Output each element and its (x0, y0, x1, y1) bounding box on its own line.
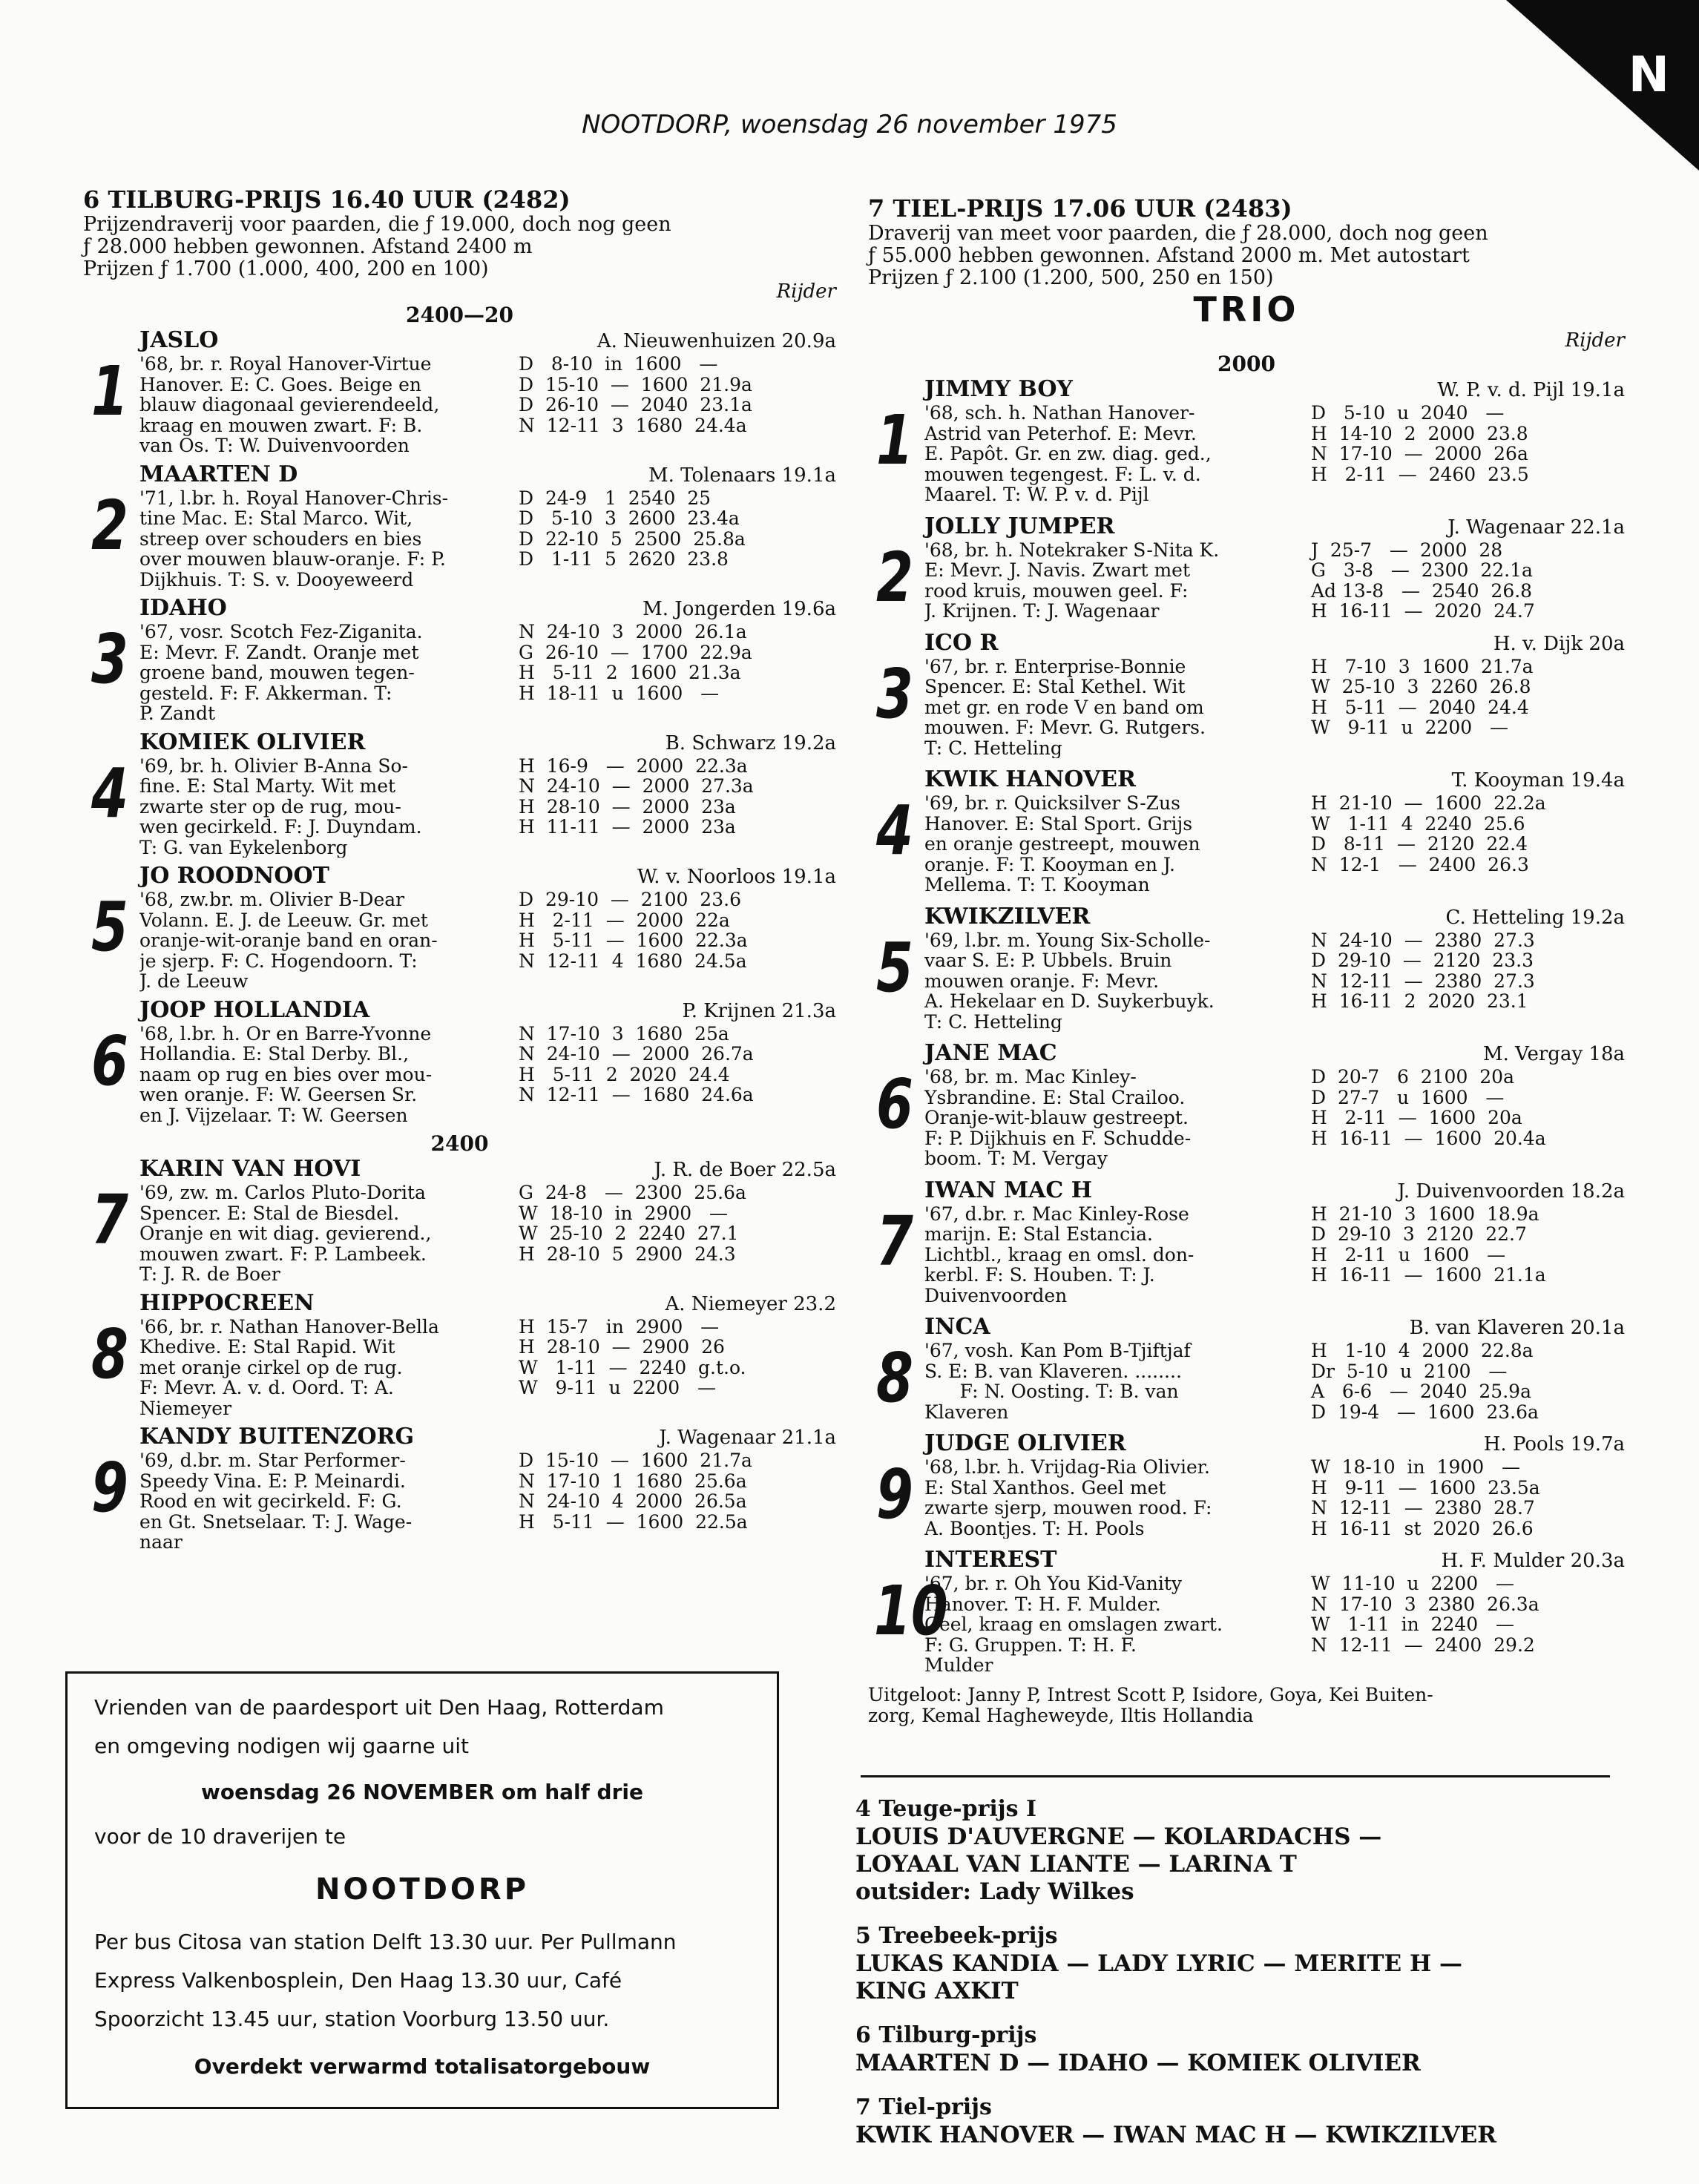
horse-description: '69, br. h. Olivier B-Anna So- fine. E: Stal Marty. Wit met zwarte ster op de rug, mou- wen gecirkeld. F: J. Duyndam. T: G. van Eykelenborg (139, 755, 422, 858)
entry-body (139, 1450, 836, 1553)
recent-results: J 25-7 — 2000 28 G 3-8 — 2300 22.1a Ad 13-8 — 2540 26.8 H 16-11 — 2020 24.7 (1311, 539, 1535, 622)
race-entry (83, 998, 836, 1126)
driver-info: J. Duivenvoorden 18.2a (1397, 1180, 1625, 1203)
entry-number: 7 (91, 1180, 128, 1260)
race-entry (868, 1041, 1625, 1169)
entry-header (139, 1424, 836, 1450)
entry-number: 6 (876, 1065, 913, 1144)
race6-rijder-label: Rijder (776, 280, 836, 303)
recent-results: D 24-9 1 2540 25 D 5-10 3 2600 23.4a D 22-10 5 2500 25.8a D 1-11 5 2620 23.8 (519, 487, 746, 570)
horse-name: JASLO (139, 327, 219, 353)
horse-description: '68, br. r. Royal Hanover-Virtue Hanover. E: C. Goes. Beige en blauw diagonaal gevierendeeld, kraag en mouwen zwart. F: B. van Os. T: W. Duivenvoorden (139, 354, 440, 456)
race-entry (83, 1157, 836, 1285)
recent-results: N 17-10 3 1680 25a N 24-10 — 2000 26.7a H 5-11 2 2020 24.4 N 12-11 — 1680 24.6a (519, 1023, 754, 1105)
driver-info: M. Vergay 18a (1482, 1043, 1625, 1065)
advertisement-box (65, 1671, 779, 2109)
driver-info: J. R. de Boer 22.5a (654, 1159, 836, 1181)
horse-name: KOMIEK OLIVIER (139, 728, 366, 755)
horse-description: '68, l.br. h. Or en Barre-Yvonne Hollandia. E: Stal Derby. Bl., naam op rug en bies over mou- wen oranje. F: W. Geersen Sr. en J. Vijzelaar. T: W. Geersen (139, 1023, 433, 1125)
race-entry (83, 1424, 836, 1553)
entry-number: 9 (876, 1455, 913, 1534)
horse-name: ICO R (924, 629, 999, 656)
entry-body (139, 1024, 836, 1126)
driver-info: M. Jongerden 19.6a (643, 598, 836, 620)
entry-header (139, 998, 836, 1024)
horse-description: '71, l.br. h. Royal Hanover-Chris- tine Mac. E: Stal Marco. Wit, streep over schouders en bies over mouwen blauw-oranje. F: P. Dijkhuis. T: S. v. Dooyeweerd (139, 487, 449, 590)
entry-body (924, 1204, 1625, 1306)
driver-info: B. Schwarz 19.2a (665, 731, 836, 754)
ad-line-7: Spoorzicht 13.45 uur, station Voorburg 13.50 uur. (94, 2007, 610, 2031)
horse-description: '68, sch. h. Nathan Hanover- Astrid van Peterhof. E: Mevr. E. Papôt. Gr. en zw. diag. ged., mouwen tegengest. F: L. v. d. Maarel. T: W. P. v. d. Pijl (924, 403, 1212, 505)
horse-name: JUDGE OLIVIER (924, 1430, 1126, 1456)
race6-title: 6 TILBURG-PRIJS 16.40 UUR (2482) (83, 185, 571, 214)
horse-description: '67, br. r. Enterprise-Bonnie Spencer. E: Stal Kethel. Wit met gr. en rode V en band om mouwen. F: Mevr. G. Rutgers. T: C. Hetteling (924, 656, 1206, 758)
driver-info: H. v. Dijk 20a (1493, 632, 1625, 655)
horse-name: MAARTEN D (139, 461, 298, 487)
race6-description: Prijzendraverij voor paarden, die ƒ 19.000, doch nog geen ƒ 28.000 hebben gewonnen. Afstand 2400 m Prijzen ƒ 1.700 (1.000, 400, 200 en 100) (83, 213, 671, 280)
race-entry (868, 904, 1625, 1033)
race-entry (868, 631, 1625, 759)
race-entry (868, 1178, 1625, 1306)
entry-body (139, 622, 836, 724)
driver-info: W. v. Noorloos 19.1a (637, 866, 836, 888)
recent-results: N 24-10 3 2000 26.1a G 26-10 — 1700 22.9a H 5-11 2 1600 21.3a H 18-11 u 1600 — (519, 622, 752, 704)
race-entry (83, 328, 836, 456)
driver-info: T. Kooyman 19.4a (1451, 769, 1625, 792)
race6-column (83, 185, 836, 1559)
entry-header (139, 864, 836, 889)
recent-results: W 11-10 u 2200 — N 17-10 3 2380 26.3a W 1-11 in 2240 — N 12-11 — 2400 29.2 (1311, 1573, 1539, 1656)
driver-info: M. Tolenaars 19.1a (648, 464, 836, 487)
recent-results: G 24-8 — 2300 25.6a W 18-10 in 2900 — W 25-10 2 2240 27.1 H 28-10 5 2900 24.3 (519, 1183, 746, 1265)
horse-name: KANDY BUITENZORG (139, 1424, 415, 1450)
recent-results: H 21-10 — 1600 22.2a W 1-11 4 2240 25.6 D 8-11 — 2120 22.4 N 12-1 — 2400 26.3 (1311, 793, 1546, 875)
divider-rule (861, 1775, 1610, 1777)
horse-description: '69, zw. m. Carlos Pluto-Dorita Spencer. E: Stal de Biesdel. Oranje en wit diag. gevierend., mouwen zwart. F: P. Lambeek. T: J. R. de Boer (139, 1183, 432, 1285)
recent-results: H 1-10 4 2000 22.8a Dr 5-10 u 2100 — A 6-6 — 2040 25.9a D 19-4 — 1600 23.6a (1311, 1341, 1539, 1422)
ad-footer: Overdekt verwarmd totalisatorgebouw (194, 2054, 651, 2079)
recent-results: H 7-10 3 1600 21.7a W 25-10 3 2260 26.8 H 5-11 — 2040 24.4 W 9-11 u 2200 — (1311, 656, 1534, 738)
tip-line: MAARTEN D — IDAHO — KOMIEK OLIVIER (855, 2050, 1421, 2076)
horse-description: '69, l.br. m. Young Six-Scholle- vaar S. E: P. Ubbels. Bruin mouwen oranje. F: Mevr. A. Hekelaar en D. Suykerbuyk. T: C. Hetteling (924, 930, 1215, 1032)
horse-description: '66, br. r. Nathan Hanover-Bella Khedive. E: Stal Rapid. Wit met oranje cirkel op de rug. F: Mevr. A. v. d. Oord. T: A. Niemeyer (139, 1316, 439, 1418)
horse-name: JO ROODNOOT (139, 863, 329, 889)
driver-info: C. Hetteling 19.2a (1445, 906, 1625, 929)
race-entry (83, 1291, 836, 1419)
tip-line: outsider: Lady Wilkes (855, 1878, 1134, 1905)
horse-name: KWIKZILVER (924, 903, 1091, 930)
ad-line-4: voor de 10 draverijen te (94, 1824, 346, 1849)
recent-results: D 29-10 — 2100 23.6 H 2-11 — 2000 22a H 5-11 — 1600 22.3a N 12-11 4 1680 24.5a (519, 889, 748, 972)
horse-name: JOLLY JUMPER (924, 513, 1115, 539)
race7-title: 7 TIEL-PRIJS 17.06 UUR (2483) (868, 194, 1292, 223)
race-entry (83, 462, 836, 591)
entry-body (924, 1457, 1625, 1539)
entry-body (139, 1183, 836, 1285)
tip-line: KING AXKIT (855, 1978, 1019, 2004)
entry-body (139, 1317, 836, 1419)
driver-info: J. Wagenaar 22.1a (1447, 516, 1625, 539)
driver-info: H. F. Mulder 20.3a (1441, 1550, 1625, 1572)
entry-body (924, 930, 1625, 1033)
race7-rijder-label: Rijder (1565, 329, 1625, 352)
ad-line-6: Express Valkenbosplein, Den Haag 13.30 uur, Café (94, 1968, 622, 1993)
entry-header (924, 377, 1625, 403)
entry-body (924, 1067, 1625, 1169)
entry-body (139, 889, 836, 992)
horse-name: KARIN VAN HOVI (139, 1156, 361, 1182)
entry-body (924, 793, 1625, 895)
tip-block (855, 1922, 1627, 2005)
page-header: NOOTDORP, woensdag 26 november 1975 (582, 110, 1117, 139)
race-entry (868, 514, 1625, 622)
recent-results: H 16-9 — 2000 22.3a N 24-10 — 2000 27.3a H 28-10 — 2000 23a H 11-11 — 2000 23a (519, 755, 754, 838)
horse-name: INTEREST (924, 1547, 1057, 1573)
horse-name: INCA (924, 1314, 990, 1340)
tip-line: LOUIS D'AUVERGNE — KOLARDACHS — (855, 1823, 1382, 1850)
entry-header (924, 1431, 1625, 1457)
entry-body (139, 488, 836, 591)
driver-info: A. Nieuwenhuizen 20.9a (597, 330, 836, 352)
horse-description: '68, zw.br. m. Olivier B-Dear Volann. E. J. de Leeuw. Gr. met oranje-wit-oranje band en oran- je sjerp. F: C. Hogendoorn. T: J. de Leeuw (139, 889, 438, 992)
entry-header (924, 1178, 1625, 1204)
recent-results: W 18-10 in 1900 — H 9-11 — 1600 23.5a N 12-11 — 2380 28.7 H 16-11 st 2020 26.6 (1311, 1457, 1540, 1539)
race-entry (83, 596, 836, 724)
horse-name: JANE MAC (924, 1040, 1057, 1066)
race-entry (868, 1431, 1625, 1539)
horse-description: '69, br. r. Quicksilver S-Zus Hanover. E: Stal Sport. Grijs en oranje gestreept, mouwen oranje. F: T. Kooyman en J. Mellema. T: T. Kooyman (924, 793, 1200, 895)
race6-entries-a (83, 328, 836, 1125)
horse-description: '69, d.br. m. Star Performer- Speedy Vina. E: P. Meinardi. Rood en wit gecirkeld. F: G. en Gt. Snetselaar. T: J. Wage- naar (139, 1450, 413, 1553)
entry-number: 4 (91, 753, 128, 833)
entry-body (139, 756, 836, 858)
entry-number: 5 (91, 887, 128, 967)
entry-body (924, 540, 1625, 622)
entry-header (924, 1041, 1625, 1067)
entry-header (139, 328, 836, 354)
corner-letter: N (1628, 46, 1669, 103)
ad-title: NOOTDORP (315, 1872, 530, 1907)
tip-title: 4 Teuge-prijs I (855, 1796, 1037, 1822)
entry-number: 2 (91, 485, 128, 565)
horse-name: JIMMY BOY (924, 376, 1073, 402)
recent-results: D 5-10 u 2040 — H 14-10 2 2000 23.8 N 17-10 — 2000 26a H 2-11 — 2460 23.5 (1311, 403, 1529, 485)
tip-block (855, 1795, 1627, 1906)
tip-line: LUKAS KANDIA — LADY LYRIC — MERITE H — (855, 1950, 1463, 1977)
entry-body (924, 657, 1625, 759)
entry-number: 1 (876, 401, 913, 480)
entry-header (924, 631, 1625, 657)
entry-number: 5 (876, 927, 913, 1007)
entry-header (139, 462, 836, 488)
driver-info: J. Wagenaar 21.1a (659, 1427, 836, 1449)
entry-header (139, 730, 836, 756)
entry-number: 10 (873, 1571, 948, 1651)
race6-entries-b (83, 1157, 836, 1553)
corner-tab (1506, 0, 1699, 171)
race-entry (868, 767, 1625, 895)
entry-body (139, 354, 836, 456)
entry-header (924, 1315, 1625, 1341)
entry-header (924, 904, 1625, 930)
race-entry (83, 730, 836, 858)
entry-header (139, 1157, 836, 1183)
race-entry (868, 1547, 1625, 1676)
horse-description: '67, vosh. Kan Pom B-Tjiftjaf S. E: B. van Klaveren. ........ F: N. Oosting. T: B. van Klaveren (924, 1341, 1191, 1422)
ad-line-2: en omgeving nodigen wij gaarne uit (94, 1734, 469, 1758)
entry-body (924, 403, 1625, 505)
recent-results: D 8-10 in 1600 — D 15-10 — 1600 21.9a D 26-10 — 2040 23.1a N 12-11 3 1680 24.4a (519, 354, 752, 436)
entry-header (924, 514, 1625, 540)
entry-number: 1 (91, 352, 128, 431)
recent-results: H 15-7 in 2900 — H 28-10 — 2900 26 W 1-11 — 2240 g.t.o. W 9-11 u 2200 — (519, 1316, 746, 1398)
race7-entries (868, 377, 1625, 1676)
ad-line-1: Vrienden van de paardesport uit Den Haag, Rotterdam (94, 1695, 664, 1720)
ad-date: woensdag 26 NOVEMBER om half drie (200, 1780, 643, 1804)
tip-title: 7 Tiel-prijs (855, 2094, 992, 2120)
driver-info: B. van Klaveren 20.1a (1409, 1317, 1625, 1339)
horse-description: '68, br. h. Notekraker S-Nita K. E: Mevr. J. Navis. Zwart met rood kruis, mouwen geel. F: J. Krijnen. T: J. Wagenaar (924, 539, 1220, 622)
driver-info: P. Krijnen 21.3a (682, 999, 836, 1022)
race6-distance-b: 2400 (430, 1131, 489, 1156)
recent-results: D 20-7 6 2100 20a D 27-7 u 1600 — H 2-11 — 1600 20a H 16-11 — 1600 20.4a (1311, 1067, 1546, 1149)
horse-name: HIPPOCREEN (139, 1289, 315, 1316)
horse-name: IDAHO (139, 595, 227, 621)
race6-distance-a: 2400—20 (406, 303, 513, 327)
recent-results: H 21-10 3 1600 18.9a D 29-10 3 2120 22.7 H 2-11 u 1600 — H 16-11 — 1600 21.1a (1311, 1203, 1546, 1286)
tip-line: LOYAAL VAN LIANTE — LARINA T (855, 1851, 1297, 1878)
driver-info: A. Niemeyer 23.2 (665, 1292, 836, 1315)
entry-number: 4 (876, 791, 913, 870)
race-entry (868, 377, 1625, 505)
horse-description: '68, br. m. Mac Kinley- Ysbrandine. E: Stal Crailoo. Oranje-wit-blauw gestreept. F: P. Dijkhuis en F. Schudde- boom. T: M. Vergay (924, 1067, 1192, 1169)
entry-number: 6 (91, 1021, 128, 1101)
tip-title: 5 Treebeek-prijs (855, 1923, 1058, 1949)
entry-number: 7 (876, 1201, 913, 1281)
race-entry (868, 1315, 1625, 1422)
tip-line: KWIK HANOVER — IWAN MAC H — KWIKZILVER (855, 2122, 1497, 2148)
horse-description: '68, l.br. h. Vrijdag-Ria Olivier. E: Stal Xanthos. Geel met zwarte sjerp, mouwen rood. F: A. Boontjes. T: H. Pools (924, 1457, 1212, 1539)
tip-block (855, 2022, 1627, 2077)
driver-info: H. Pools 19.7a (1483, 1433, 1625, 1456)
race7-description: Draverij van meet voor paarden, die ƒ 28.000, doch nog geen ƒ 55.000 hebben gewonnen. Afstand 2000 m. Met autostart Prijzen ƒ 2.100 (1.200, 500, 250 en 150) (868, 222, 1488, 289)
entry-header (139, 596, 836, 622)
entry-number: 9 (91, 1448, 128, 1527)
entry-body (924, 1573, 1625, 1676)
horse-name: IWAN MAC H (924, 1177, 1093, 1203)
recent-results: D 15-10 — 1600 21.7a N 17-10 1 1680 25.6a N 24-10 4 2000 26.5a H 5-11 — 1600 22.5a (519, 1450, 752, 1533)
race7-column (868, 194, 1625, 1726)
horse-name: KWIK HANOVER (924, 766, 1136, 792)
entry-header (924, 767, 1625, 793)
entry-number: 3 (91, 619, 128, 699)
horse-description: '67, vosr. Scotch Fez-Ziganita. E: Mevr. F. Zandt. Oranje met groene band, mouwen tegen- gesteld. F: F. Akkerman. T: P. Zandt (139, 622, 423, 724)
tip-title: 6 Tilburg-prijs (855, 2022, 1037, 2048)
driver-info: W. P. v. d. Pijl 19.1a (1437, 379, 1625, 401)
entry-number: 8 (91, 1314, 128, 1394)
entry-header (924, 1547, 1625, 1573)
horse-description: '67, d.br. r. Mac Kinley-Rose marijn. E: Stal Estancia. Lichtbl., kraag en omsl. don- kerbl. F: S. Houben. T: J. Duivenvoorden (924, 1203, 1194, 1306)
tip-block (855, 2093, 1627, 2149)
race7-uitgeloot: Uitgeloot: Janny P, Intrest Scott P, Isidore, Goya, Kei Buiten- zorg, Kemal Hagheweyde, Iltis Hollandia (868, 1683, 1433, 1726)
race7-distance: 2000 (1217, 352, 1275, 376)
recent-results: N 24-10 — 2380 27.3 D 29-10 — 2120 23.3 N 12-11 — 2380 27.3 H 16-11 2 2020 23.1 (1311, 930, 1535, 1012)
horse-description: '67, br. r. Oh You Kid-Vanity Hanover. T: H. F. Mulder. Geel, kraag en omslagen zwart. F: G. Gruppen. T: H. F. Mulder (924, 1573, 1223, 1676)
entry-body (924, 1341, 1625, 1422)
horse-name: JOOP HOLLANDIA (139, 996, 370, 1023)
entry-number: 2 (876, 537, 913, 617)
entry-number: 8 (876, 1338, 913, 1418)
ad-line-5: Per bus Citosa van station Delft 13.30 uur. Per Pullmann (94, 1930, 677, 1954)
trio-heading: TRIO (1193, 289, 1300, 329)
tips-section (855, 1795, 1627, 2165)
entry-number: 3 (876, 654, 913, 734)
race-entry (83, 864, 836, 992)
entry-header (139, 1291, 836, 1317)
